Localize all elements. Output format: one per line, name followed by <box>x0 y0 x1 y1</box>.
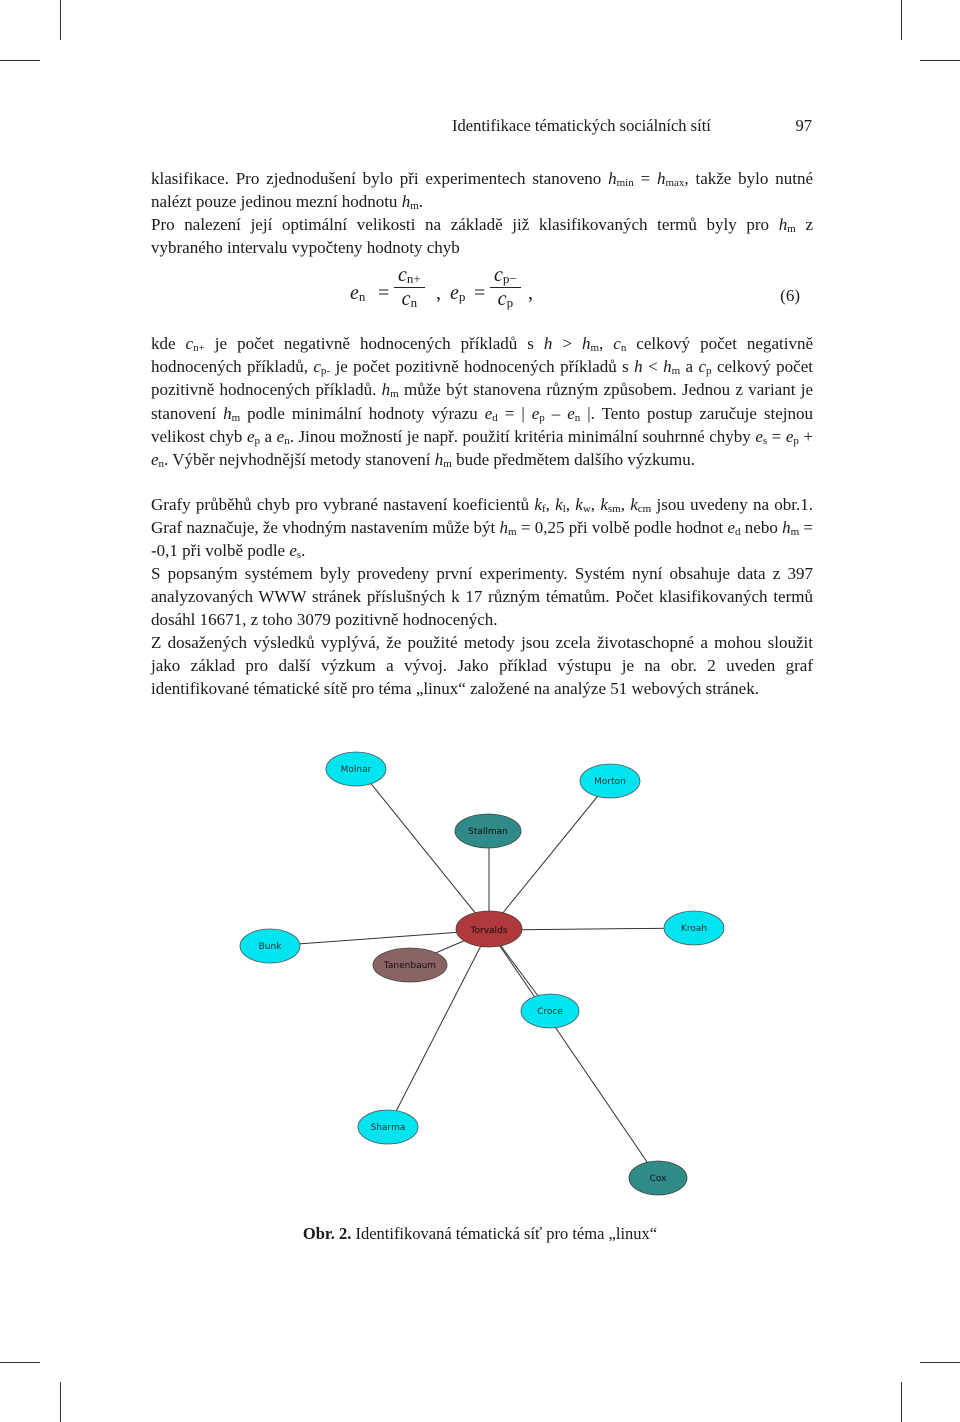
page-number: 97 <box>795 116 812 135</box>
node-croce-label: Croce <box>537 1007 563 1017</box>
node-sharma <box>358 1110 418 1144</box>
node-croce <box>521 994 579 1028</box>
node-cox-label: Cox <box>649 1174 667 1184</box>
crop-mark <box>920 60 960 61</box>
edge-torvalds-cox <box>489 930 658 1178</box>
eq-fraction-ep: $\frac{c_{p-}}{c_p}$ <box>490 264 521 311</box>
node-morton <box>580 764 640 798</box>
crop-mark <box>901 1382 902 1422</box>
eq-equals: = <box>378 282 390 304</box>
crop-mark <box>0 60 40 61</box>
figure-caption <box>0 1224 960 1244</box>
caption-label: Obr. 2. <box>302 1224 352 1243</box>
node-cox <box>629 1161 687 1195</box>
eq-comma: , <box>528 282 533 304</box>
node-sharma-label: Sharma <box>370 1123 406 1133</box>
running-title: Identifikace tématických sociálních sítí <box>452 116 711 135</box>
equation-6 <box>350 264 800 334</box>
eq-equals: = <box>474 282 486 304</box>
crop-mark <box>60 1382 61 1422</box>
node-molnar-label: Molnar <box>340 765 372 775</box>
paragraph-2: Pro nalezení její optimální velikosti na základě již klasifikovaných termů byly pro $h_m$ z vybraného intervalu vypočteny hodnoty chyb <box>151 215 813 258</box>
crop-mark <box>0 1362 40 1363</box>
eq-comma: , <box>436 282 441 304</box>
paragraph-3: kde $c_{n+}$ je počet negativně hodnocených příkladů s $h > h_m$, $c_n$ celkový počet negativně hodnocených příkladů, $c_{p-}$ je počet pozitivně hodnocených příkladů s $h < h_m$ a $c_p$ celkový počet pozitivně hodnocených příkladů. $h_m$ může být stanovena různým způsobem. Jednou z variant je stanovení $h_m$ podle minimální hodnoty výrazu $e_d$ = | $e_p - e_n$ |. Tento postup zaručuje stejnou velikost chyb $e_p$ a $e_n$. Jinou možností je např. použití kritéria minimální souhrnné chyby $e_s = e_p + e_n$. Výběr nejvhodnější metody stanovení $h_m$ bude předmětem dalšího výzkumu. <box>151 334 814 471</box>
node-torvalds-label: Torvalds <box>470 926 508 936</box>
node-kroah <box>664 911 724 945</box>
paragraph-1: klasifikace. Pro zjednodušení bylo při experimentech stanoveno $h_{min} = h_{max}$, takže bylo nutné nalézt pouze jedinou mezní hodnotu $h_m$. <box>151 169 813 213</box>
paragraph-4: Grafy průběhů chyb pro vybrané nastavení koeficientů $k_f$, $k_l$, $k_w$, $k_{sm}$, $k_{cm}$ jsou uvedeny na obr.1. Graf naznačuje, že vhodným nastavením může být $h_m = 0,25$ při volbě podle hodnot $e_d$ nebo $h_m = -0,1$ při volbě podle $e_s$. <box>151 495 814 562</box>
node-tanenbaum <box>373 948 447 982</box>
crop-mark <box>920 1362 960 1363</box>
graph-nodes <box>240 752 724 1195</box>
crop-mark <box>60 0 61 40</box>
node-stallman <box>455 814 521 848</box>
eq-fraction-en: $\frac{c_{n+}}{c_n}$ <box>394 264 425 311</box>
node-bunk-label: Bunk <box>258 942 282 952</box>
running-header <box>452 116 812 138</box>
crop-mark <box>901 0 902 40</box>
node-morton-label: Morton <box>594 777 626 787</box>
paragraph-6: Z dosažených výsledků vyplývá, že použité metody jsou zcela životaschopné a mohou sloužit jako základ pro další výzkum a vývoj. Jako příklad výstupu je na obr. 2 uveden graf identifikované tématické sítě pro téma „linux“ založené na analýze 51 webových stránek. <box>151 633 813 699</box>
eq-en: $e_n$ <box>350 282 366 304</box>
node-stallman-label: Stallman <box>468 827 508 837</box>
node-molnar <box>326 752 386 786</box>
equation-number: (6) <box>780 286 800 305</box>
caption-text: Identifikovaná tématická síť pro téma „linux“ <box>351 1224 658 1243</box>
network-graph <box>230 745 730 1205</box>
edge-torvalds-molnar <box>360 770 489 930</box>
eq-ep: $e_p$ <box>450 282 466 304</box>
paragraph-5: S popsaným systémem byly provedeny první experimenty. Systém nyní obsahuje data z 397 analyzovaných WWW stránek příslušných k 17 různým tématům. Počet klasifikovaných termů dosáhl 16671, z toho 3079 pozitivně hodnocených. <box>151 564 813 630</box>
node-torvalds <box>456 911 522 947</box>
node-bunk <box>240 929 300 963</box>
node-kroah-label: Kroah <box>680 924 708 934</box>
edge-torvalds-morton <box>489 781 610 930</box>
node-tanenbaum-label: Tanenbaum <box>383 961 437 971</box>
